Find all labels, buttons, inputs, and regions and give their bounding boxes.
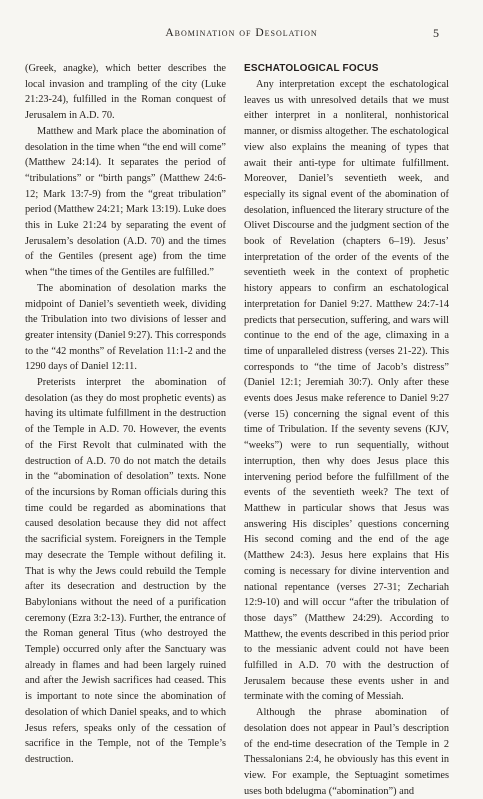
left-column — [25, 61, 226, 768]
running-head: Abomination of Desolation — [165, 27, 318, 39]
paragraph: The abomination of desolation marks the midpoint of Daniel’s seventieth week, dividing the Tribulation into two divisions of lesser and greater intensity (Daniel 9:27). This corresponds to the “42 months” of Revelation 11:1-2 and the 1290 days of Daniel 12:11. — [25, 282, 226, 373]
right-column — [244, 61, 449, 799]
paragraph: Preterists interpret the abomination of desolation (as they do most prophetic events) as having its ultimate fulfillment in the destruction of the Temple in A.D. 70. However, the events of the First Revolt that culminated with the destruction of A.D. 70 do not match the details in the “abomination of desolation” texts. None of the incursions by Roman officials during this time could be regarded as abominations that caused desolation because they did not affect the sacrificial system. Foreigners in the Temple may desecrate the Temple without defiling it. That is why the Jews could rebuild the Temple after its desecration and destruction by the Babylonians without the need of a purification ceremony (Ezra 3:2-13). Further, the entrance of the Roman general Titus (who destroyed the Temple) occurred only after the Sanctuary was already in flames and had been largely ruined and after the Jewish sacrifices had ceased. This is important to note since the abomination of desolation of which Daniel speaks, and to which Jesus refers, speaks only of the cessation of sacrifice in the Temple, not of the Temple’s destruction. — [25, 377, 226, 765]
page-number: 5 — [433, 26, 439, 40]
paragraph: Any interpretation except the eschatological leaves us with unresolved details that we must either interpret in a nonliteral, nonhistorical manner, or dismiss altogether. The eschatological view also explains the meaning of types that await their anti-type for ultimate fulfillment. Moreover, Daniel’s seventieth week, and especially its signal event of the abomination of desolation, influenced the literary structure of the Olivet Discourse and the judgment section of the book of Revelation (chapters 6–19). Jesus’ interpretation of the order of the events of the seventieth week in the context of prophetic history appears to confirm an eschatological interpretation for Daniel 9:27. Matthew 24:7-14 predicts that persecution, suffering, and wars will continue to the end of the age, climaxing in a time of unparalleled distress (verses 21-22). This corresponds to “the time of Jacob’s distress” (Daniel 12:1; Jeremiah 30:7). Only after these events does Jesus make reference to Daniel 9:27 (verse 15) concerning the signal event of this time of Tribulation. If the seventy sevens (KJV, “weeks”) were to run sequentially, without interruption, then why does Jesus place this intervening period before the fulfillment of the events of the seventieth week? The text of Matthew in particular shows that Jesus was answering His disciples’ questions concerning His second coming and the end of the age (Matthew 24:3). Jesus here explains that His coming is necessary for divine intervention and national repentance (verses 27-31; Zechariah 12:9-10) and will occur “after the tribulation of those days” (Matthew 24:29). According to Matthew, the events described in this period prior to the messianic advent could not have been fulfilled in A.D. 70 with the destruction of Jerusalem because these events usher in and terminate with the coming of Messiah. — [244, 79, 450, 703]
paragraph: (Greek, anagke), which better describes the local invasion and trampling of the city (Luke 21:23-24), fulfilled in the Roman conquest of Jerusalem in A.D. 70. — [25, 63, 226, 122]
paragraph: Although the phrase abomination of desolation does not appear in Paul’s description of the end-time desecration of the Temple in 2 Thessalonians 2:4, he obviously has this event in view. For example, the Septuagint sometimes uses both bdelugma (“abomination”) and — [244, 707, 449, 797]
paragraph: Matthew and Mark place the abomination of desolation in the time when “the end will come” (Matthew 24:14). It separates the period of “tribulations” or “birth pangs” (Matthew 24:6-12; Mark 13:7-9) from the “great tribulation” period (Matthew 24:21; Mark 13:19). Luke does this in Luke 21:24 by separating the event of Jerusalem’s desolation (A.D. 70) and the times of the Gentiles (present age) from the time when “the times of the Gentiles are fulfilled.” — [25, 125, 226, 279]
section-heading: ESCHATOLOGICAL FOCUS — [244, 63, 379, 74]
